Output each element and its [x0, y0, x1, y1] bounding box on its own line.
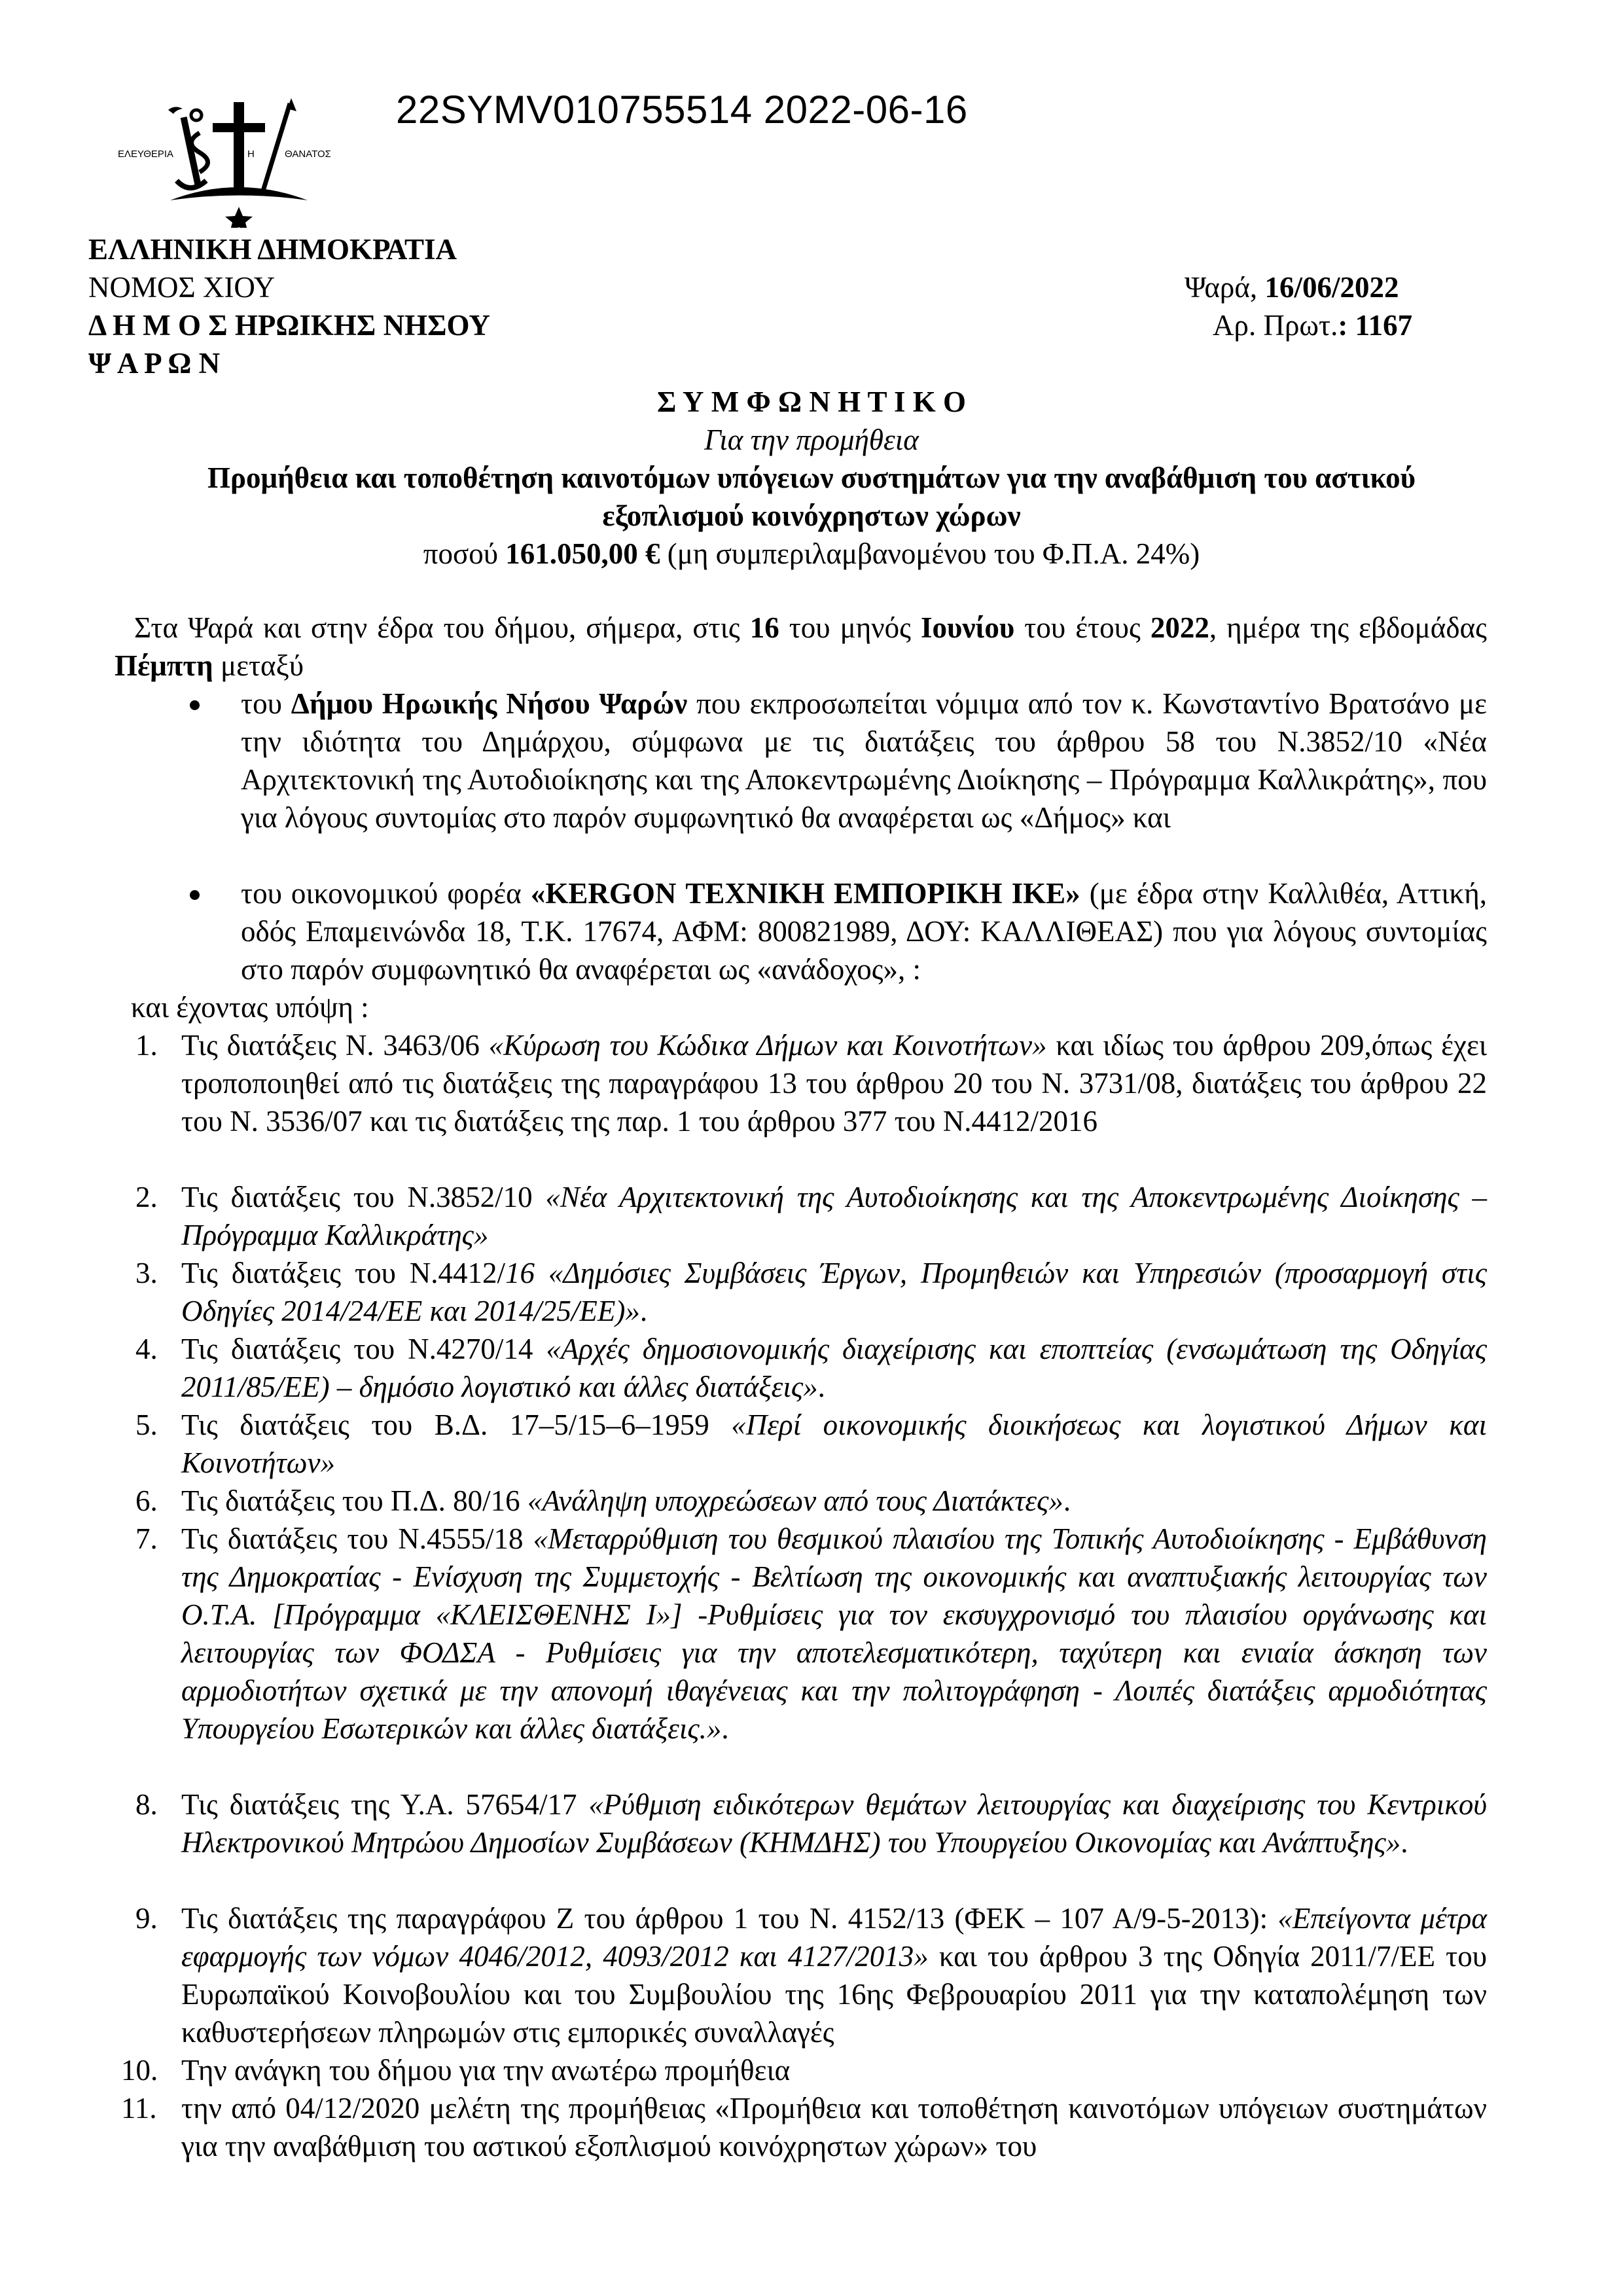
- emblem-mid-text: Η: [247, 149, 255, 160]
- list-item: Τις διατάξεις του Β.Δ. 17–5/15–6–1959 «Περί οικονομικής διοικήσεως και λογιστικού Δήμων και Κοινοτήτων»: [181, 1408, 1487, 1479]
- emblem-logo: [115, 97, 330, 228]
- protocol-number: : 1167: [1338, 309, 1413, 342]
- item-number: 9.: [135, 1902, 158, 1935]
- list-item: Τις διατάξεις της παραγράφου Ζ του άρθρου 1 του Ν. 4152/13 (ΦΕΚ – 107 Α/9-5-2013): «Επείγοντα μέτρα εφαρμογής των νόμων 4046/2012, 4093/2012 και 4127/2013» και του άρθρου 3 της Οδηγία 2011/7/ΕΕ του Ευρωπαϊκού Κοινοβουλίου και του Συμβουλίου της 16ης Φεβρουαρίου 2011 για την καταπολέμηση των καθυστερήσεων πληρωμών στις εμπορικές συναλλαγές: [181, 1902, 1488, 2049]
- subject-line-2: εξοπλισμού κοινόχρηστων χώρων: [602, 499, 1021, 532]
- item-number: 1.: [135, 1029, 158, 1062]
- emblem-right-text: ΘΑΝΑΤΟΣ: [285, 149, 330, 160]
- list-item: Τις διατάξεις του Ν.4270/14 «Αρχές δημοσιονομικής διαχείρισης και εποπτείας (ενσωμάτωση της Οδηγίας 2011/85/ΕΕ) – δημόσιο λογιστικό και άλλες διατάξεις».: [181, 1333, 1487, 1403]
- subject-line-1: Προμήθεια και τοποθέτηση καινοτόμων υπόγειων συστημάτων για την αναβάθμιση του αστικού: [207, 461, 1416, 494]
- protocol-line: [1213, 306, 1412, 345]
- emblem-left-text: ΕΛΕΥΘΕΡΙΑ: [118, 149, 174, 160]
- item-number: 5.: [135, 1408, 158, 1441]
- item-number: 3.: [135, 1257, 158, 1289]
- document-subtitle: Για την προμήθεια: [704, 423, 919, 456]
- list-item: Τις διατάξεις της Υ.Α. 57654/17 «Ρύθμιση ειδικότερων θεμάτων λειτουργίας και διαχείρισης του Κεντρικού Ηλεκτρονικού Μητρώου Δημοσίων Συμβάσεων (ΚΗΜΔΗΣ) του Υπουργείου Οικονομίας και Ανάπτυξης».: [181, 1788, 1487, 1859]
- list-item: Τις διατάξεις Ν. 3463/06 «Κύρωση του Κώδικα Δήμων και Κοινοτήτων» και ιδίως του άρθρου 209,όπως έχει τροποποιηθεί από τις διατάξεις της παραγράφου 13 του άρθρου 20 του Ν. 3731/08, διατάξεις του άρθρου 22 του Ν. 3536/07 και τις διατάξεις της παρ. 1 του άρθρου 377 του Ν.4412/2016: [181, 1029, 1487, 1138]
- item-number: 2.: [135, 1181, 158, 1213]
- bullet-dot: [190, 890, 200, 900]
- item-number: 7.: [135, 1522, 158, 1555]
- protocol-label: Αρ. Πρωτ.: [1213, 309, 1338, 342]
- item-number: 8.: [135, 1788, 158, 1821]
- amount-line: ποσού 161.050,00 € (μη συμπεριλαμβανομένου του Φ.Π.Α. 24%): [423, 537, 1200, 570]
- list-item: Τις διατάξεις του Π.Δ. 80/16 «Ανάληψη υποχρεώσεων από τους Διατάκτες».: [181, 1484, 1071, 1517]
- header-municipality: Δ Η Μ Ο Σ ΗΡΩΙΚΗΣ ΝΗΣΟΥ: [88, 309, 490, 342]
- considering-line: και έχοντας υπόψη :: [131, 991, 369, 1024]
- contract-amount: 161.050,00 €: [505, 537, 660, 570]
- list-item: Τις διατάξεις του Ν.4555/18 «Μεταρρύθμιση του θεσμικού πλαισίου της Τοπικής Αυτοδιοίκησης - Εμβάθυνση της Δημοκρατίας - Ενίσχυση της Συμμετοχής - Βελτίωση της οικονομικής και αναπτυξιακής λειτουργίας των Ο.Τ.Α. [Πρόγραμμα «ΚΛΕΙΣΘΕΝΗΣ Ι»] -Ρυθμίσεις για τον εκσυγχρονισμό του πλαισίου οργάνωσης και λειτουργίας των ΦΟΔΣΑ - Ρυθμίσεις για την αποτελεσματικότερη, ταχύτερη και ενιαία άσκηση των αρμοδιοτήτων σχετικά με την απονομή ιθαγένειας και την πολιτογράφηση - Λοιπές διατάξεις αρμοδιότητας Υπουργείου Εσωτερικών και άλλες διατάξεις.».: [181, 1522, 1487, 1745]
- place-label: Ψαρά,: [1185, 271, 1265, 304]
- list-item: Τις διατάξεις του Ν.4412/16 «Δημόσιες Συμβάσεις Έργων, Προμηθειών και Υπηρεσιών (προσαρμογή στις Οδηγίες 2014/24/ΕΕ και 2014/25/ΕΕ)».: [181, 1257, 1487, 1327]
- item-number: 11.: [121, 2092, 157, 2125]
- party-municipality: του Δήμου Ηρωικής Νήσου Ψαρών που εκπροσωπείται νόμιμα από τον κ. Κωνσταντίνο Βρατσάνο με την ιδιότητα του Δημάρχου, σύμφωνα με τις διατάξεις του άρθρου 58 του Ν.3852/10 «Νέα Αρχιτεκτονική της Αυτοδιοίκησης και της Αποκεντρωμένης Διοίκησης – Πρόγραμμα Καλλικράτης», που για λόγους συντομίας στο παρόν συμφωνητικό θα αναφέρεται ως «Δήμος» και: [241, 687, 1487, 834]
- list-item: Τις διατάξεις του Ν.3852/10 «Νέα Αρχιτεκτονική της Αυτοδιοίκησης και της Αποκεντρωμένης Διοίκησης – Πρόγραμμα Καλλικράτης»: [181, 1181, 1487, 1251]
- intro-paragraph: Στα Ψαρά και στην έδρα του δήμου, σήμερα, στις 16 του μηνός Ιουνίου του έτους 2022, ημέρα της εβδομάδας Πέμπτη μεταξύ: [115, 611, 1487, 682]
- header-island: Ψ Α Ρ Ω Ν: [88, 347, 221, 380]
- item-number: 4.: [135, 1333, 158, 1365]
- bullet-dot: [190, 700, 200, 710]
- list-item: Την ανάγκη του δήμου για την ανωτέρω προμήθεια: [181, 2054, 791, 2087]
- party-contractor: του οικονομικού φορέα «KERGON ΤΕΧΝΙΚΗ ΕΜΠΟΡΙΚΗ ΙΚΕ» (με έδρα στην Καλλιθέα, Αττική, οδός Επαμεινώνδα 18, Τ.Κ. 17674, ΑΦΜ: 800821989, ΔΟΥ: ΚΑΛΛΙΘΕΑΣ) που για λόγους συντομίας στο παρόν συμφωνητικό θα αναφέρεται ως «ανάδοχος», :: [241, 877, 1487, 986]
- ada-code: 22SYMV010755514 2022-06-16: [396, 88, 968, 132]
- document-date: 16/06/2022: [1264, 271, 1399, 304]
- list-item: την από 04/12/2020 μελέτη της προμήθειας «Προμήθεια και τοποθέτηση καινοτόμων υπόγειων συστημάτων για την αναβάθμιση του αστικού εξοπλισμού κοινόχρηστων χώρων» του: [181, 2092, 1487, 2162]
- date-line: [1185, 268, 1399, 307]
- header-country: ΕΛΛΗΝΙΚΗ ΔΗΜΟΚΡΑΤΙΑ: [88, 233, 457, 266]
- item-number: 6.: [135, 1484, 158, 1517]
- document-title: Σ Υ Μ Φ Ω Ν Η Τ Ι Κ Ο: [657, 386, 966, 418]
- header-prefecture: ΝΟΜΟΣ ΧΙΟΥ: [88, 271, 276, 304]
- item-number: 10.: [121, 2054, 158, 2087]
